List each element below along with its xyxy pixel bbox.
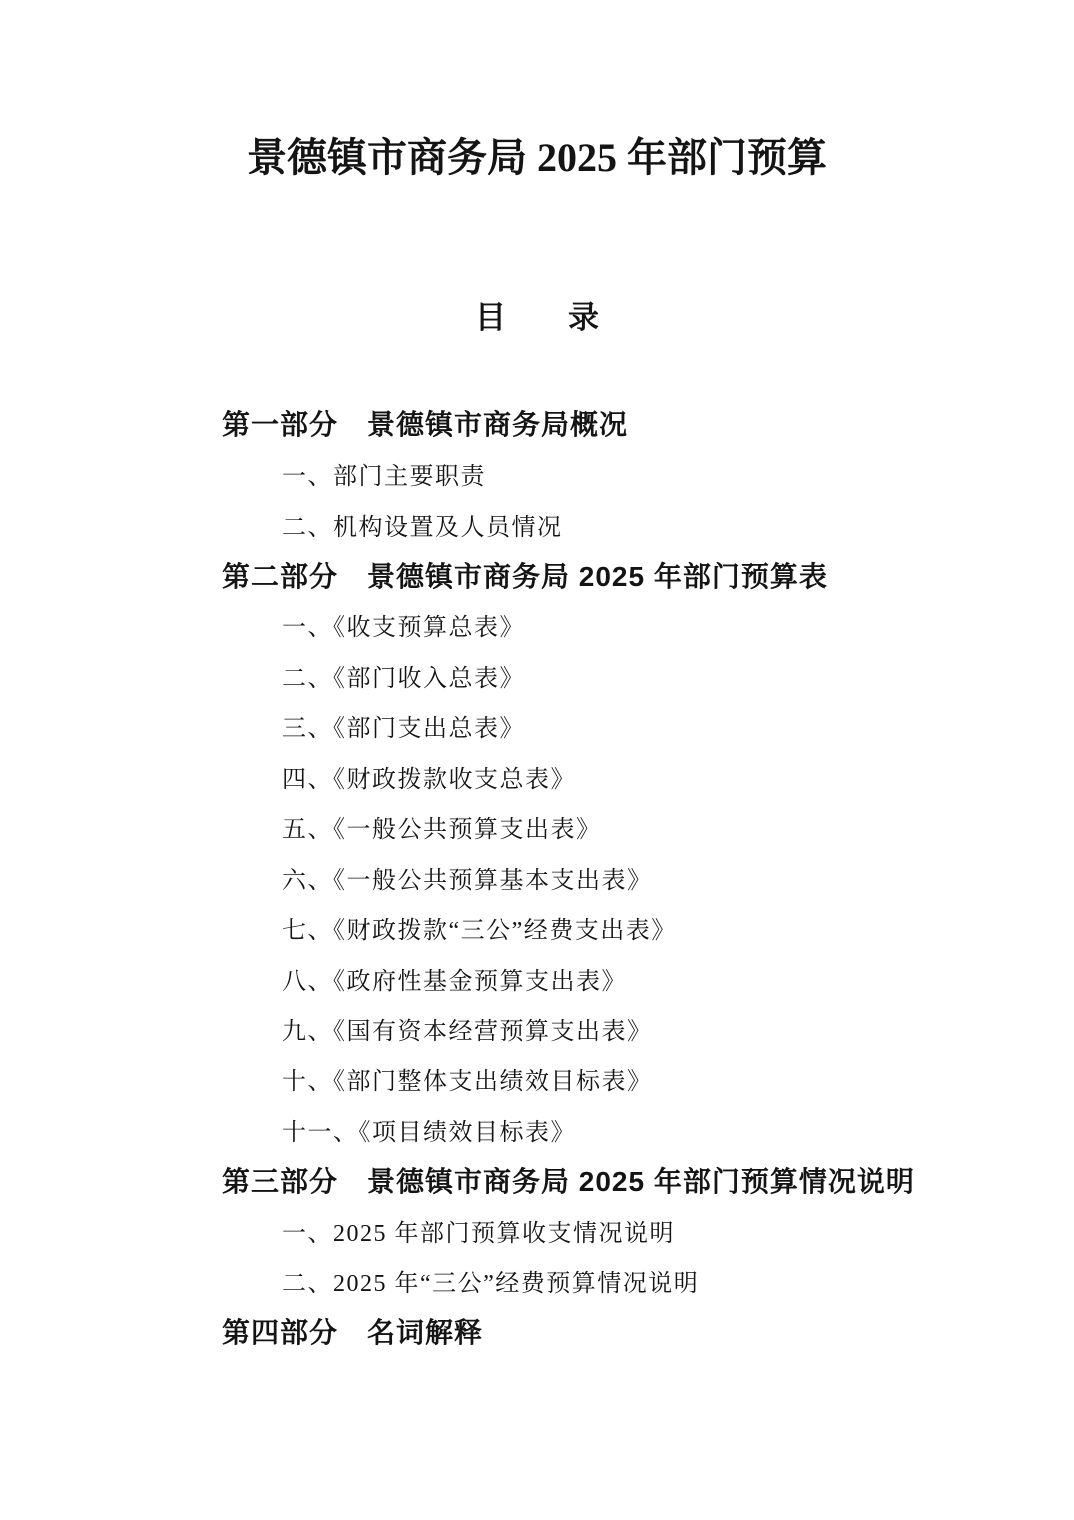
toc-item: 十、《部门整体支出绩效目标表》 <box>282 1069 653 1096</box>
toc-item: 九、《国有资本经营预算支出表》 <box>282 1018 653 1045</box>
toc-item: 二、2025 年“三公”经费预算情况说明 <box>282 1271 700 1298</box>
toc-part-heading: 第四部分 名词解释 <box>222 1317 484 1349</box>
toc-item: 十一、《项目绩效目标表》 <box>282 1119 576 1146</box>
toc-item: 一、2025 年部门预算收支情况说明 <box>282 1220 675 1247</box>
toc-item: 四、《财政拨款收支总表》 <box>282 766 576 793</box>
toc-item: 三、《部门支出总表》 <box>282 716 525 743</box>
toc-item: 二、机构设置及人员情况 <box>282 514 563 541</box>
toc-item: 七、《财政拨款“三公”经费支出表》 <box>282 918 677 945</box>
toc-item: 八、《政府性基金预算支出表》 <box>282 968 627 995</box>
toc-part-heading: 第三部分 景德镇市商务局 2025 年部门预算情况说明 <box>222 1165 915 1197</box>
toc-part-heading: 第二部分 景德镇市商务局 2025 年部门预算表 <box>222 560 828 592</box>
toc-heading: 目 录 <box>475 300 599 335</box>
toc-item: 六、《一般公共预算基本支出表》 <box>282 867 653 894</box>
document-title: 景德镇市商务局 2025 年部门预算 <box>247 135 827 180</box>
toc-part-heading: 第一部分 景德镇市商务局概况 <box>222 409 629 441</box>
toc-item: 一、《收支预算总表》 <box>282 615 525 642</box>
toc-item: 一、部门主要职责 <box>282 464 486 491</box>
toc-item: 二、《部门收入总表》 <box>282 665 525 692</box>
toc-list <box>222 398 1012 1356</box>
toc-item: 五、《一般公共预算支出表》 <box>282 817 602 844</box>
